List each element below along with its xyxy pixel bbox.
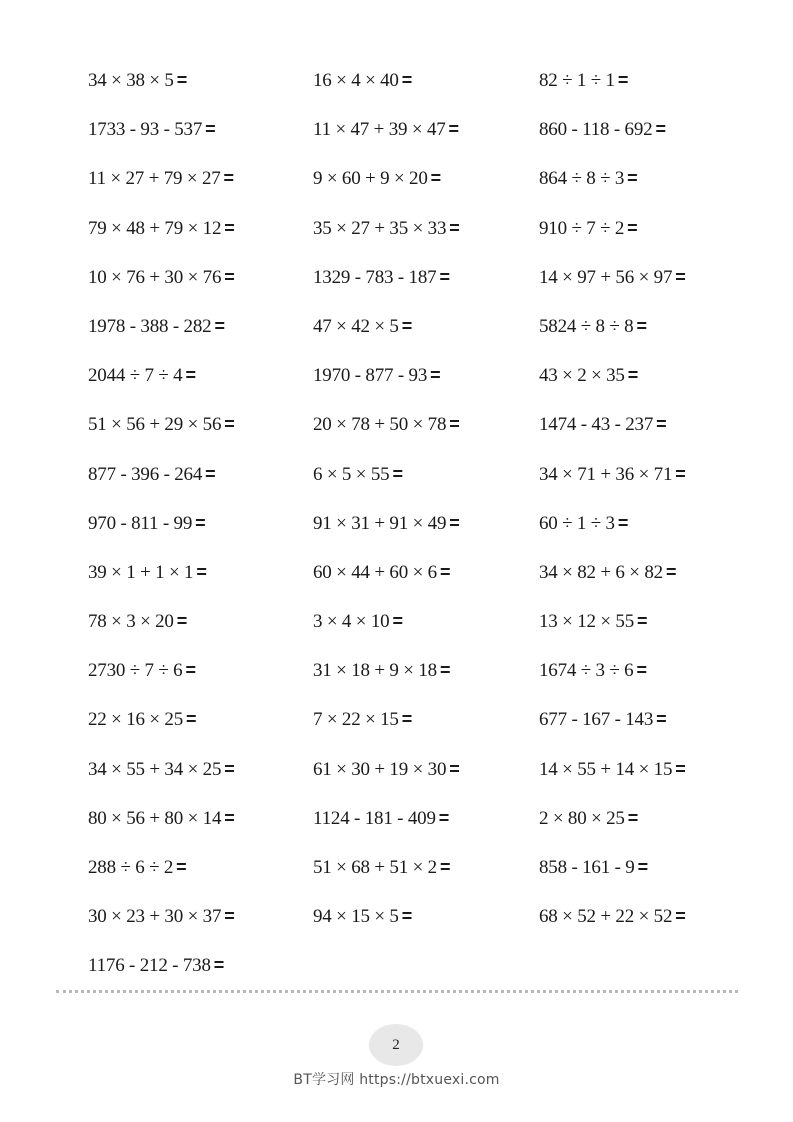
math-problem — [539, 902, 686, 931]
equals-sign: = — [636, 315, 647, 336]
equals-sign: = — [656, 414, 667, 435]
equals-sign: = — [627, 807, 639, 828]
problem-expression: 31 × 18 + 9 × 18 — [313, 660, 437, 682]
equals-sign: = — [637, 857, 648, 877]
problem-row — [88, 804, 768, 853]
equals-sign: = — [627, 365, 639, 386]
equals-sign: = — [656, 709, 667, 730]
problem-expression: 22 × 16 × 25 — [88, 709, 184, 731]
equals-sign: = — [449, 217, 460, 238]
equals-sign: = — [176, 857, 187, 877]
equals-sign: = — [617, 70, 629, 90]
problem-grid — [88, 66, 768, 1001]
equals-sign: = — [449, 758, 460, 779]
equals-sign: = — [430, 168, 441, 189]
equals-sign: = — [214, 315, 225, 336]
problem-expression: 10 × 76 + 30 × 76 — [88, 266, 222, 288]
problem-expression: 94 × 15 × 5 — [313, 906, 399, 928]
equals-sign: = — [675, 463, 686, 484]
equals-sign: = — [438, 807, 450, 828]
equals-sign: = — [401, 70, 413, 90]
equals-sign: = — [636, 660, 647, 681]
equals-sign: = — [655, 119, 666, 140]
math-problem — [88, 509, 205, 538]
equals-sign: = — [223, 168, 234, 189]
math-problem — [539, 115, 666, 144]
math-problem — [539, 705, 666, 734]
math-problem — [313, 66, 412, 95]
math-problem — [88, 66, 187, 95]
equals-sign: = — [185, 660, 196, 681]
math-problem — [313, 509, 460, 538]
equals-sign: = — [675, 758, 686, 779]
math-problem — [313, 312, 412, 341]
math-problem — [313, 656, 450, 685]
math-problem — [313, 755, 460, 784]
math-problem — [88, 312, 225, 341]
math-problem — [88, 656, 196, 685]
problem-expression: 43 × 2 × 35 — [539, 365, 625, 387]
equals-sign: = — [186, 709, 197, 730]
math-problem — [539, 312, 647, 341]
problem-row — [88, 66, 768, 115]
problem-expression: 47 × 42 × 5 — [313, 315, 399, 337]
problem-expression: 35 × 27 + 35 × 33 — [313, 217, 447, 239]
math-problem — [313, 558, 450, 587]
math-problem — [88, 164, 234, 193]
equals-sign: = — [224, 414, 235, 435]
math-problem — [88, 902, 235, 931]
problem-expression: 1474 - 43 - 237 — [539, 414, 654, 436]
problem-expression: 1124 - 181 - 409 — [313, 807, 436, 829]
problem-expression: 13 × 12 × 55 — [539, 611, 635, 633]
problem-expression: 79 × 48 + 79 × 12 — [88, 217, 222, 239]
math-problem — [539, 509, 628, 538]
math-problem — [313, 361, 440, 390]
math-problem — [313, 115, 459, 144]
equals-sign: = — [176, 70, 188, 90]
equals-sign: = — [448, 119, 459, 140]
math-problem — [539, 607, 647, 636]
problem-expression: 3 × 4 × 10 — [313, 611, 390, 633]
math-problem — [313, 460, 403, 489]
equals-sign: = — [185, 365, 196, 386]
problem-row — [88, 164, 768, 213]
math-problem — [539, 410, 666, 439]
problem-expression: 864 ÷ 8 ÷ 3 — [539, 168, 625, 190]
equals-sign: = — [224, 906, 235, 927]
equals-sign: = — [401, 906, 413, 927]
problem-expression: 20 × 78 + 50 × 78 — [313, 414, 447, 436]
problem-row — [88, 853, 768, 902]
problem-expression: 34 × 82 + 6 × 82 — [539, 561, 663, 583]
problem-expression: 14 × 55 + 14 × 15 — [539, 758, 673, 780]
equals-sign: = — [392, 463, 403, 484]
problem-expression: 9 × 60 + 9 × 20 — [313, 168, 428, 190]
math-problem — [313, 705, 412, 734]
math-problem — [539, 656, 647, 685]
problem-row — [88, 460, 768, 509]
equals-sign: = — [224, 266, 235, 287]
equals-sign: = — [439, 561, 451, 582]
equals-sign: = — [449, 512, 460, 533]
equals-sign: = — [439, 266, 450, 287]
problem-expression: 1978 - 388 - 282 — [88, 315, 212, 337]
math-problem — [313, 607, 403, 636]
equals-sign: = — [675, 906, 686, 927]
equals-sign: = — [430, 365, 441, 386]
problem-row — [88, 214, 768, 263]
equals-sign: = — [617, 512, 629, 533]
equals-sign: = — [439, 660, 451, 681]
math-problem — [88, 607, 187, 636]
math-problem — [539, 755, 686, 784]
equals-sign: = — [439, 857, 451, 877]
problem-expression: 2044 ÷ 7 ÷ 4 — [88, 365, 183, 387]
problem-expression: 677 - 167 - 143 — [539, 709, 654, 731]
math-problem — [88, 705, 196, 734]
problem-expression: 51 × 68 + 51 × 2 — [313, 857, 437, 878]
equals-sign: = — [637, 611, 648, 632]
equals-sign: = — [392, 611, 403, 632]
math-problem — [88, 115, 215, 144]
math-problem — [539, 460, 686, 489]
math-problem — [88, 853, 186, 882]
problem-row — [88, 902, 768, 951]
problem-expression: 14 × 97 + 56 × 97 — [539, 266, 673, 288]
problem-expression: 1733 - 93 - 537 — [88, 119, 203, 141]
math-problem — [313, 853, 450, 882]
math-problem — [313, 164, 441, 193]
math-problem — [88, 951, 224, 980]
problem-expression: 39 × 1 + 1 × 1 — [88, 561, 194, 583]
math-problem — [88, 804, 235, 833]
problem-expression: 60 × 44 + 60 × 6 — [313, 561, 437, 583]
problem-expression: 82 ÷ 1 ÷ 1 — [539, 70, 615, 91]
math-problem — [313, 410, 460, 439]
math-problem — [88, 361, 196, 390]
equals-sign: = — [401, 709, 413, 730]
equals-sign: = — [224, 758, 235, 779]
equals-sign: = — [401, 315, 413, 336]
problem-row — [88, 755, 768, 804]
math-problem — [313, 214, 460, 243]
problem-expression: 61 × 30 + 19 × 30 — [313, 758, 447, 780]
equals-sign: = — [196, 561, 207, 582]
equals-sign: = — [665, 561, 677, 582]
math-problem — [313, 902, 412, 931]
math-problem — [539, 164, 637, 193]
problem-expression: 1176 - 212 - 738 — [88, 955, 211, 977]
problem-expression: 1970 - 877 - 93 — [313, 365, 428, 387]
problem-expression: 970 - 811 - 99 — [88, 512, 193, 534]
problem-expression: 1329 - 783 - 187 — [313, 266, 437, 288]
math-problem — [88, 410, 235, 439]
equals-sign: = — [176, 611, 188, 632]
problem-row — [88, 656, 768, 705]
math-problem — [313, 804, 449, 833]
problem-row — [88, 558, 768, 607]
math-problem — [539, 361, 638, 390]
problem-expression: 910 ÷ 7 ÷ 2 — [539, 217, 625, 239]
problem-expression: 11 × 47 + 39 × 47 — [313, 119, 446, 141]
problem-expression: 858 - 161 - 9 — [539, 857, 635, 878]
page-number-badge — [369, 1024, 423, 1066]
math-problem — [88, 460, 215, 489]
problem-expression: 34 × 55 + 34 × 25 — [88, 758, 222, 780]
equals-sign: = — [205, 119, 216, 140]
equals-sign: = — [675, 266, 686, 287]
equals-sign: = — [205, 463, 216, 484]
problem-expression: 34 × 71 + 36 × 71 — [539, 463, 673, 485]
page-number: 2 — [392, 1036, 400, 1053]
math-problem — [539, 558, 676, 587]
math-problem — [88, 558, 207, 587]
math-problem — [313, 263, 450, 292]
problem-expression: 2 × 80 × 25 — [539, 807, 625, 829]
problem-row — [88, 509, 768, 558]
math-problem — [539, 66, 628, 95]
problem-expression: 288 ÷ 6 ÷ 2 — [88, 857, 174, 878]
problem-expression: 2730 ÷ 7 ÷ 6 — [88, 660, 183, 682]
problem-expression: 1674 ÷ 3 ÷ 6 — [539, 660, 634, 682]
equals-sign: = — [224, 217, 235, 238]
problem-expression: 91 × 31 + 91 × 49 — [313, 512, 447, 534]
problem-row — [88, 607, 768, 656]
math-problem — [88, 755, 235, 784]
problem-row — [88, 312, 768, 361]
problem-expression: 860 - 118 - 692 — [539, 119, 653, 141]
problem-row — [88, 951, 768, 1000]
problem-expression: 877 - 396 - 264 — [88, 463, 203, 485]
math-problem — [88, 214, 235, 243]
problem-expression: 30 × 23 + 30 × 37 — [88, 906, 222, 928]
problem-expression: 6 × 5 × 55 — [313, 463, 390, 485]
problem-expression: 5824 ÷ 8 ÷ 8 — [539, 315, 634, 337]
math-problem — [539, 263, 686, 292]
equals-sign: = — [213, 955, 225, 976]
equals-sign: = — [224, 807, 235, 828]
math-problem — [539, 804, 638, 833]
math-problem — [539, 853, 648, 882]
equals-sign: = — [627, 217, 638, 238]
math-problem — [539, 214, 637, 243]
footer-site-text: BT学习网 https://btxuexi.com — [293, 1072, 500, 1088]
problem-row — [88, 263, 768, 312]
problem-expression: 11 × 27 + 79 × 27 — [88, 168, 221, 190]
problem-expression: 68 × 52 + 22 × 52 — [539, 906, 673, 928]
equals-sign: = — [449, 414, 460, 435]
math-problem — [88, 263, 235, 292]
problem-row — [88, 115, 768, 164]
problem-expression: 60 ÷ 1 ÷ 3 — [539, 512, 615, 534]
problem-expression: 51 × 56 + 29 × 56 — [88, 414, 222, 436]
problem-row — [88, 361, 768, 410]
dotted-divider — [56, 990, 738, 993]
problem-row — [88, 410, 768, 459]
problem-expression: 80 × 56 + 80 × 14 — [88, 807, 222, 829]
equals-sign: = — [627, 168, 638, 189]
problem-expression: 34 × 38 × 5 — [88, 70, 174, 91]
problem-row — [88, 705, 768, 754]
equals-sign: = — [195, 512, 206, 533]
problem-expression: 78 × 3 × 20 — [88, 611, 174, 633]
problem-expression: 16 × 4 × 40 — [313, 70, 399, 91]
problem-expression: 7 × 22 × 15 — [313, 709, 399, 731]
